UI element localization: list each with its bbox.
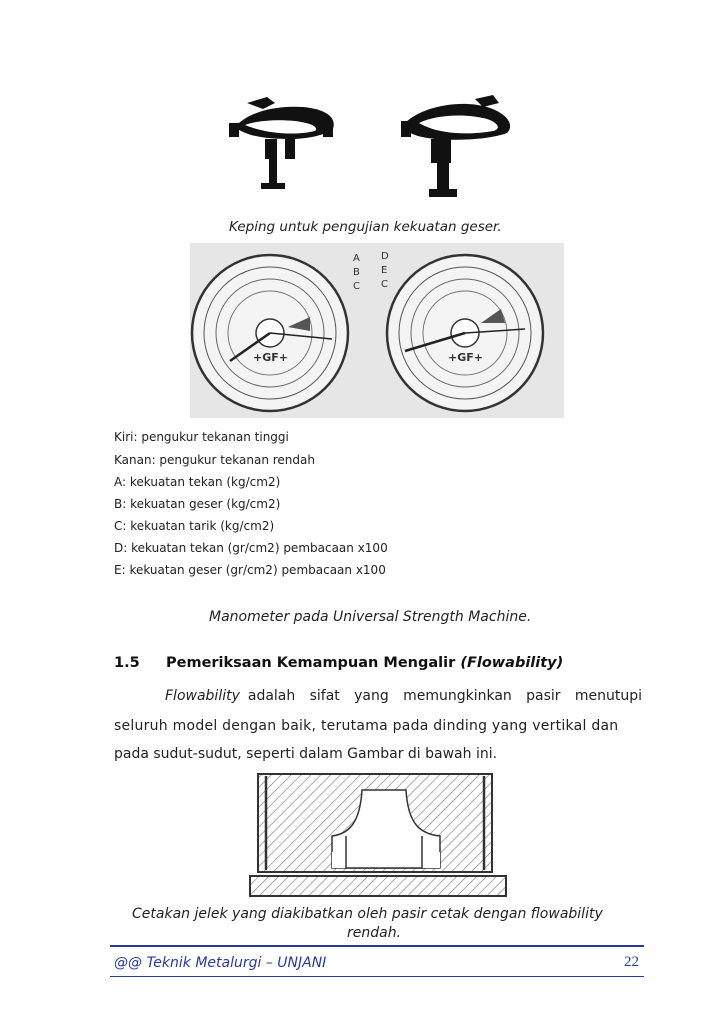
legend-line: B: kekuatan geser (kg/cm2) bbox=[114, 497, 281, 511]
section-title bbox=[166, 655, 563, 671]
caption-flowability-line-2: rendah. bbox=[347, 925, 402, 941]
caption-flowability-line-1: Cetakan jelek yang diakibatkan oleh pasir cetak dengan flowability bbox=[132, 906, 603, 922]
high-pressure-gauge bbox=[192, 255, 348, 411]
svg-text:A: A bbox=[353, 253, 360, 264]
paragraph-line-2: seluruh model dengan baik, terutama pada dinding yang vertikal dan bbox=[114, 718, 619, 734]
shear-plates-image bbox=[225, 95, 515, 207]
footer-text: @@ Teknik Metalurgi – UNJANI bbox=[114, 955, 327, 971]
footer-rule-bottom bbox=[110, 976, 644, 977]
legend-line: A: kekuatan tekan (kg/cm2) bbox=[114, 475, 281, 489]
svg-text:+GF+: +GF+ bbox=[448, 351, 483, 364]
svg-text:C: C bbox=[381, 279, 388, 290]
legend-line: Kanan: pengukur tekanan rendah bbox=[114, 453, 315, 467]
svg-text:C: C bbox=[353, 281, 360, 292]
svg-text:E: E bbox=[381, 265, 388, 276]
paragraph-line-1 bbox=[165, 688, 642, 704]
svg-text:B: B bbox=[353, 267, 360, 278]
page-number: 22 bbox=[624, 954, 639, 970]
caption-manometer: Manometer pada Universal Strength Machine. bbox=[209, 609, 532, 625]
section-number: 1.5 bbox=[114, 655, 140, 671]
section-title-plain: Pemeriksaan Kemampuan Mengalir bbox=[166, 655, 461, 671]
footer-rule bbox=[110, 945, 644, 947]
section-title-italic: (Flowability) bbox=[460, 655, 564, 671]
legend-line: C: kekuatan tarik (kg/cm2) bbox=[114, 519, 275, 533]
svg-text:D: D bbox=[381, 251, 389, 262]
legend-line: D: kekuatan tekan (gr/cm2) pembacaan x100 bbox=[114, 541, 388, 555]
svg-text:+GF+: +GF+ bbox=[253, 351, 288, 364]
legend-line: Kiri: pengukur tekanan tinggi bbox=[114, 430, 289, 444]
manometer-gauges-image bbox=[190, 243, 564, 418]
legend-line: E: kekuatan geser (gr/cm2) pembacaan x100 bbox=[114, 563, 386, 577]
paragraph-line-3: pada sudut-sudut, seperti dalam Gambar di bawah ini. bbox=[114, 746, 498, 762]
paragraph-term: Flowability bbox=[165, 688, 240, 704]
paragraph-line-1-text: adalah sifat yang memungkinkan pasir menutupi bbox=[247, 688, 642, 704]
caption-shear-plates: Keping untuk pengujian kekuatan geser. bbox=[229, 219, 502, 235]
low-pressure-gauge bbox=[387, 255, 543, 411]
mould-cross-section-image bbox=[244, 772, 510, 900]
